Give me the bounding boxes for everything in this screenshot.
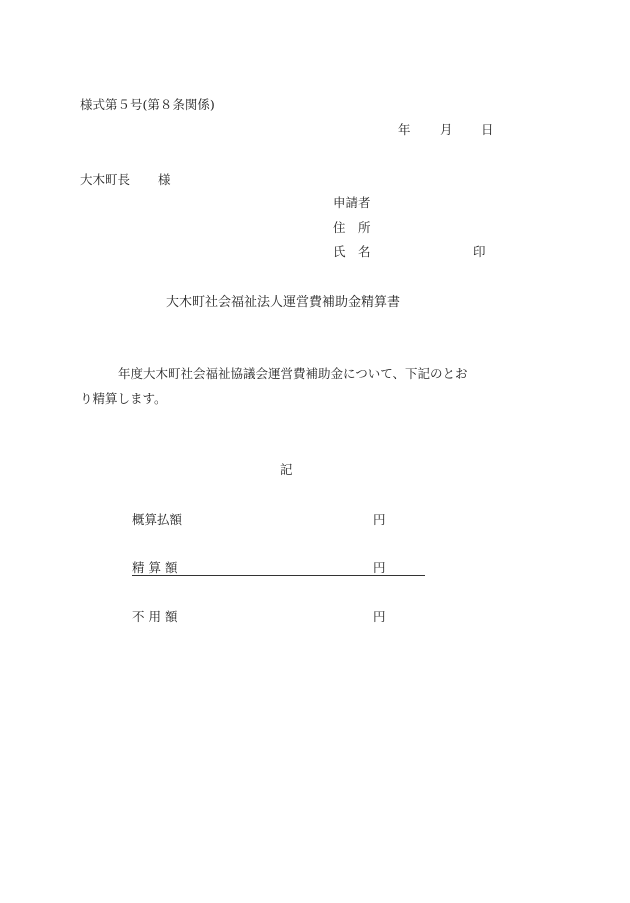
- item-unit-unused-amount: 円: [373, 609, 386, 624]
- addressee-name: 大木町長: [80, 172, 131, 187]
- body-line-1: 年度大木町社会福祉協議会運営費補助金について、下記のとお: [118, 366, 468, 381]
- applicant-address-label: 住 所: [333, 220, 371, 235]
- document-title: 大木町社会福祉法人運営費補助金精算書: [166, 295, 401, 310]
- date-day: 日: [481, 122, 494, 137]
- item-unit-settlement-amount: 円: [373, 560, 386, 575]
- item-label-settlement-amount: 精 算 額: [132, 560, 178, 575]
- date-month: 月: [440, 122, 453, 137]
- item-label-unused-amount: 不 用 額: [132, 609, 178, 624]
- item-label-estimated-payment: 概算払額: [132, 512, 183, 527]
- date-year: 年: [398, 122, 411, 137]
- applicant-name-label: 氏 名: [333, 244, 371, 259]
- form-number: 様式第５号(第８条関係): [80, 97, 215, 112]
- applicant-heading: 申請者: [333, 195, 371, 210]
- seal-mark: 印: [473, 244, 486, 259]
- body-line-2: り精算します。: [80, 391, 167, 406]
- addressee-honorific: 様: [158, 172, 171, 187]
- record-heading: 記: [280, 462, 293, 477]
- item-unit-estimated-payment: 円: [373, 512, 386, 527]
